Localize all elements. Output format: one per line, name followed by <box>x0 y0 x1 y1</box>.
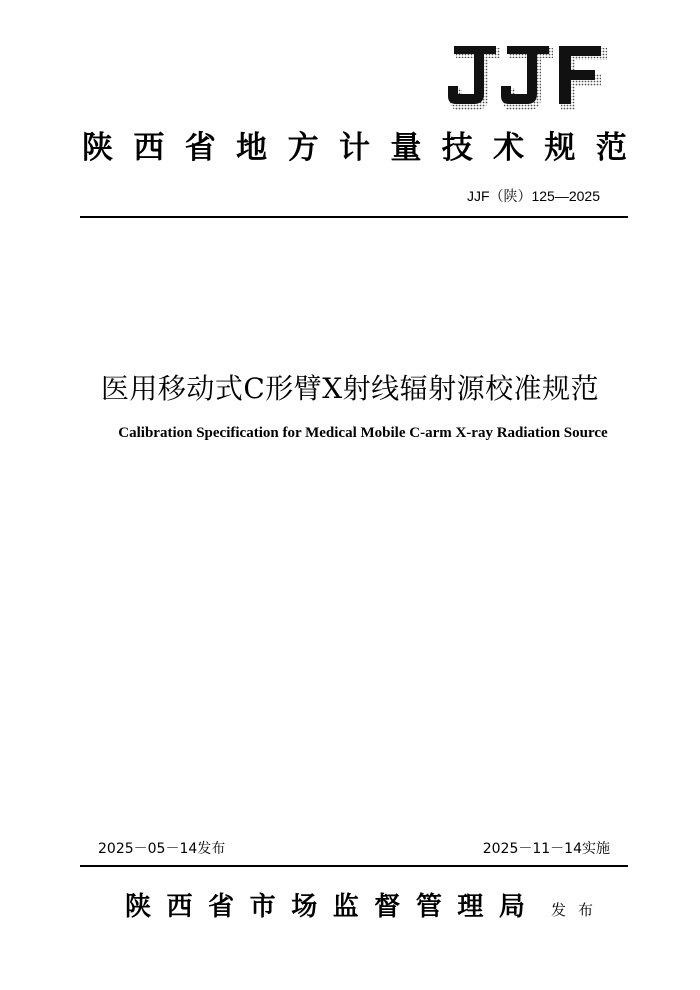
publisher-char: 陕 <box>125 892 152 922</box>
publisher-name <box>125 890 525 924</box>
standard-class-char: 术 <box>493 130 525 166</box>
issue-date: 2025－05－14发布 <box>98 841 226 857</box>
publish-label <box>551 900 593 920</box>
publisher-char: 省 <box>208 892 235 922</box>
implementation-date: 2025－11－14实施 <box>482 841 610 857</box>
standard-class-char: 省 <box>184 130 216 166</box>
publisher-char: 督 <box>374 892 401 922</box>
standard-class-char: 方 <box>287 130 319 166</box>
publisher-char: 西 <box>166 892 193 922</box>
standard-class-char: 陕 <box>82 130 113 166</box>
publisher-char: 市 <box>249 892 276 922</box>
publisher-char: 局 <box>498 892 525 922</box>
document-title-english: Calibration Specification for Medical Mobile C-arm X-ray Radiation Source <box>118 425 608 441</box>
standard-class-char: 地 <box>236 130 268 166</box>
standard-class-char: 量 <box>390 130 422 166</box>
standard-number: JJF（陕）125—2025 <box>466 188 600 204</box>
standard-class-char: 范 <box>595 130 627 166</box>
publish-label-char: 布 <box>577 901 593 919</box>
publisher-char: 监 <box>332 892 359 922</box>
standard-class-char: 技 <box>441 130 473 166</box>
publisher-char: 管 <box>415 892 442 922</box>
bottom-divider <box>80 865 628 867</box>
standard-class-char: 规 <box>544 130 576 166</box>
document-title-chinese: 医用移动式C形臂X射线辐射源校准规范 <box>100 372 600 405</box>
top-divider <box>80 216 628 218</box>
publish-label-char: 发 <box>551 901 567 919</box>
publisher-char: 场 <box>291 892 318 922</box>
standard-class-char: 西 <box>133 130 165 166</box>
jjf-logo <box>446 44 611 116</box>
standard-class-char: 计 <box>338 130 370 166</box>
standard-class-heading <box>82 128 627 168</box>
publisher-char: 理 <box>457 892 484 922</box>
